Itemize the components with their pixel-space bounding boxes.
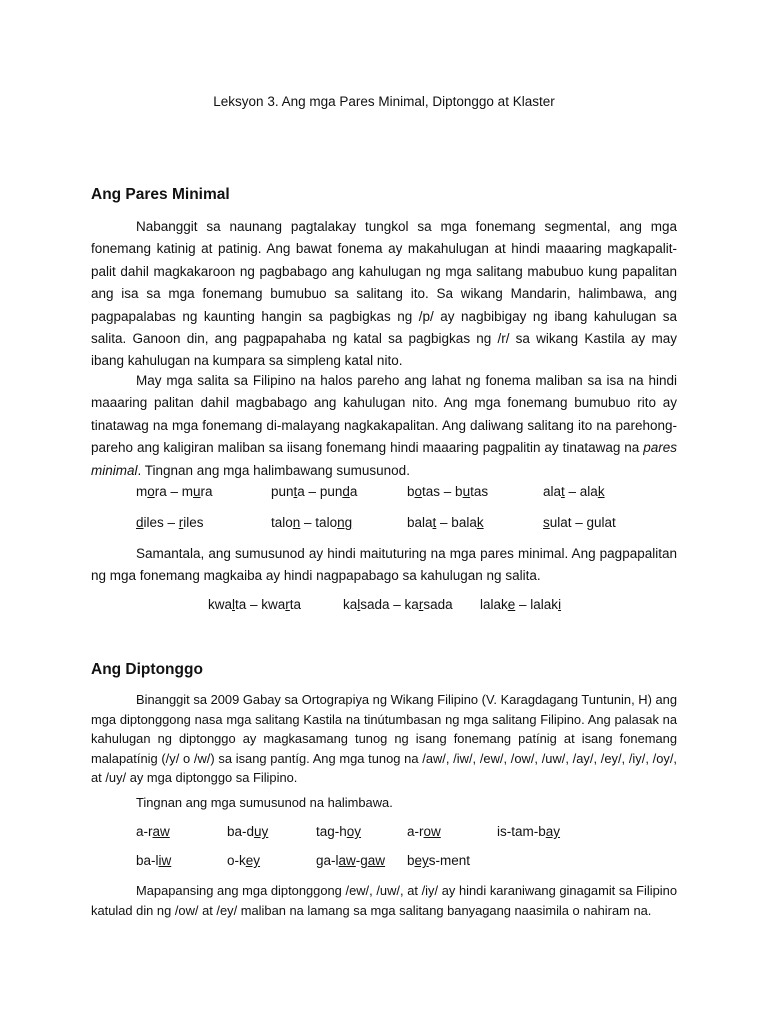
example-word [543, 513, 616, 533]
word-segment: ka [343, 597, 358, 612]
example-word [497, 822, 560, 842]
diptonggo-examples-row [0, 851, 768, 871]
underlined-phoneme: ay [545, 824, 561, 839]
word-segment: ulat – [549, 515, 587, 530]
example-word [480, 595, 561, 615]
word-segment: b [407, 484, 415, 499]
underlined-phoneme: t [293, 484, 298, 499]
underlined-phoneme: r [285, 597, 290, 612]
underlined-phoneme: ey [245, 853, 261, 868]
underlined-phoneme: k [597, 484, 605, 499]
example-word [407, 851, 470, 871]
paragraph-diptonggo-examples-intro: Tingnan ang mga sumusunod na halimbawa. [136, 795, 393, 810]
underlined-phoneme: aw [338, 853, 356, 868]
example-word [227, 822, 268, 842]
word-segment: iles [183, 515, 204, 530]
underlined-phoneme: i [558, 597, 562, 612]
paragraph-diptonggo-intro: Binanggit sa 2009 Gabay sa Ortograpiya ng Wikang Filipino (V. Karagdagang Tuntunin, H) ang mga diptonggong nasa mga salitang Kastila na tinútumbasan ng mga salitang Filipino. Ang palasak na kahulugan ng diptonggo ay magkasamang tunog ng isang fonemang patínig at isang fonemang malapatínig (/y/ o /w/) sa isang pantíg. Ang mga tunog na /aw/, /iw/, /ew/, /ow/, /uw/, /ay/, /ey/, /iy/, /oy/, at /uy/ ay mga diptonggo sa Filipino. [91, 692, 677, 785]
underlined-phoneme: ng [337, 515, 353, 530]
word-segment: ba-l [136, 853, 159, 868]
word-segment: a – pun [297, 484, 343, 499]
example-word [136, 482, 213, 502]
word-segment: b [407, 853, 415, 868]
underlined-phoneme: s [543, 515, 550, 530]
underlined-phoneme: d [342, 484, 350, 499]
underlined-phoneme: d [136, 515, 144, 530]
underlined-phoneme: o [414, 484, 423, 499]
word-segment: tas [470, 484, 489, 499]
word-segment: kwa [208, 597, 233, 612]
word-segment: – ala [564, 484, 598, 499]
underlined-phoneme: u [462, 484, 471, 499]
paragraph-pares-definition [91, 370, 677, 482]
underlined-phoneme: uy [254, 824, 269, 839]
underlined-phoneme: r [178, 515, 184, 530]
underlined-phoneme: ey [414, 853, 429, 868]
underlined-phoneme: t [561, 484, 565, 499]
word-segment: – lalak [515, 597, 559, 612]
word-segment: a-r [136, 824, 153, 839]
example-word [136, 851, 171, 871]
paragraph-diptonggo-note: Mapapansing ang mga diptonggong /ew/, /uw/, at /iy/ ay hindi karaniwang ginagamit sa Filipino katulad din ng /ow/ at /ey/ maliban na lamang sa mga salitang banyagang naasimila o nahiram na. [91, 883, 677, 918]
minimal-pairs-row [0, 513, 768, 533]
underlined-phoneme: n [292, 515, 301, 530]
underlined-phoneme: aw [152, 824, 170, 839]
underlined-phoneme: oy [346, 824, 362, 839]
word-segment: talo [271, 515, 293, 530]
example-word [407, 482, 488, 502]
example-word [543, 482, 605, 502]
word-segment: ba-d [227, 824, 255, 839]
word-segment: ta – kwa [235, 597, 286, 612]
underlined-phoneme: u [193, 484, 201, 499]
example-word [316, 851, 385, 871]
word-segment: a [349, 484, 358, 499]
word-segment: bala [407, 515, 433, 530]
paragraph-not-minimal-pairs: Samantala, ang sumusunod ay hindi maituturing na mga pares minimal. Ang pagpapalitan ng mga fonemang magkaiba ay hindi nagpapabago sa kahulugan ng salita. [91, 546, 677, 584]
word-segment: a-r [407, 824, 424, 839]
word-segment: ala [543, 484, 562, 499]
word-segment: ulat [594, 515, 616, 530]
term-pares-minimal: pares minimal [91, 440, 677, 478]
underlined-phoneme: r [418, 597, 424, 612]
underlined-phoneme: t [432, 515, 437, 530]
underlined-phoneme: l [232, 597, 236, 612]
minimal-pairs-row [0, 482, 768, 502]
underlined-phoneme: o [147, 484, 155, 499]
example-word [407, 513, 484, 533]
example-word [208, 595, 301, 615]
word-segment: – talo [300, 515, 338, 530]
word-segment: o-k [227, 853, 246, 868]
section-heading-diptonggo: Ang Diptonggo [91, 661, 203, 678]
paragraph-text: May mga salita sa Filipino na halos pareho ang lahat ng fonema maliban sa isa na hindi maaaring palitan dahil magbabago ang kahulugan nito. Ang mga fonemang bumubuo rito ay tinatawag na mga fonemang di-malayang nagkakapalitan. Ang daliwang salitang ito na parehong-pareho ang kaligiran maliban sa iisang fonemang hindi maaaring pagpalitin ay tinatawag na [91, 373, 677, 456]
word-segment: lalak [480, 597, 508, 612]
example-word [271, 482, 357, 502]
word-segment: m [136, 484, 148, 499]
example-word [227, 851, 260, 871]
word-segment: ra – m [154, 484, 194, 499]
example-word [343, 595, 453, 615]
example-word [136, 513, 204, 533]
word-segment: ra [200, 484, 213, 499]
example-word [271, 513, 352, 533]
word-segment: -g [355, 853, 368, 868]
paragraph-pares-intro: Nabanggit sa naunang pagtalakay tungkol sa mga fonemang segmental, ang mga fonemang katinig at patinig. Ang bawat fonema ay makahulugan at hindi maaaring magkapalit-palit dahil magkakaroon ng pagbabago ang kahulugan ng mga salitang mabubuo kung papalitan ang isa sa mga fonemang bumubuo sa salitang ito. Sa wikang Mandarin, halimbawa, ang pagpapalabas ng kaunting hangin sa pagbigkas ng /p/ ay nagbibigay ng ibang kahulugan sa salita. Ganoon din, ang pagpapahaba ng katal sa pagbigkas ng /r/ sa wikang Kastila ay may ibang kahulugan na kumpara sa simpleng katal nito. [91, 219, 677, 369]
underlined-phoneme: aw [367, 853, 386, 868]
underlined-phoneme: k [476, 515, 484, 530]
section-heading-pares-minimal: Ang Pares Minimal [91, 186, 230, 203]
diptonggo-examples-row [0, 822, 768, 842]
word-segment: sada – ka [360, 597, 419, 612]
example-word [136, 822, 170, 842]
word-segment: ta [289, 597, 302, 612]
underlined-phoneme: l [357, 597, 361, 612]
underlined-phoneme: iw [158, 853, 172, 868]
word-segment: – bala [436, 515, 477, 530]
free-variation-row [0, 595, 768, 615]
example-word [407, 822, 441, 842]
word-segment: pun [271, 484, 294, 499]
underlined-phoneme: ow [423, 824, 441, 839]
word-segment: iles – [143, 515, 179, 530]
word-segment: ga-l [316, 853, 339, 868]
underlined-phoneme: e [507, 597, 516, 612]
example-word [316, 822, 361, 842]
document-title: Leksyon 3. Ang mga Pares Minimal, Diptonggo at Klaster [213, 94, 555, 109]
paragraph-text: . Tingnan ang mga halimbawang sumusunod. [137, 462, 410, 478]
word-segment: tag-h [316, 824, 347, 839]
word-segment: sada [423, 597, 453, 612]
word-segment: is-tam-b [497, 824, 546, 839]
underlined-phoneme: g [586, 515, 595, 530]
word-segment: s-ment [428, 853, 471, 868]
word-segment: tas – b [422, 484, 463, 499]
